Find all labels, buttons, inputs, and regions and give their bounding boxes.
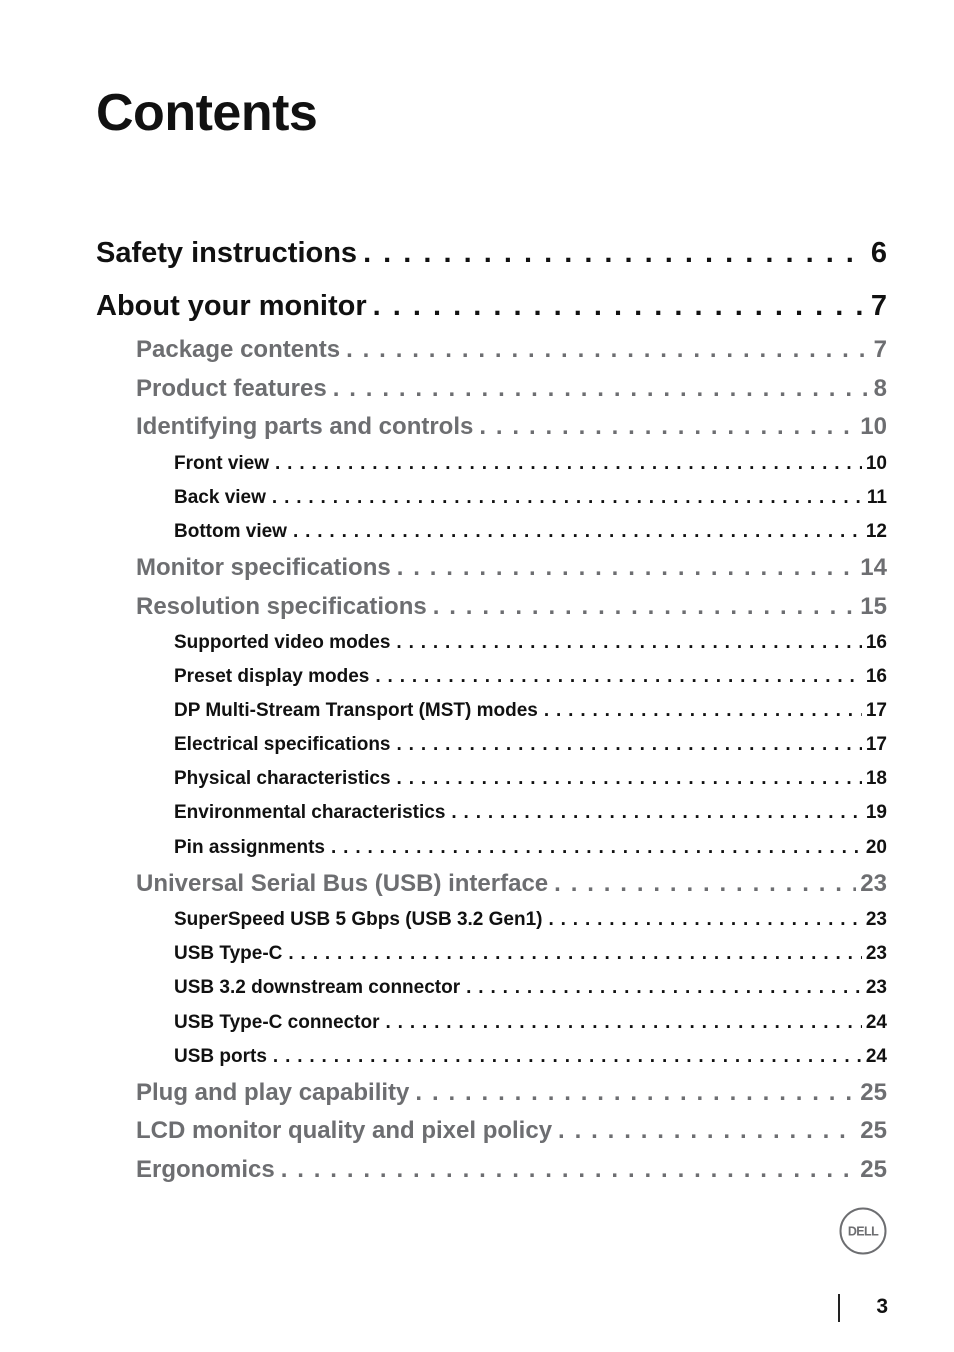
dot-leader xyxy=(281,1155,857,1185)
toc-entry-usb-type-c-connector[interactable] xyxy=(174,1011,887,1035)
dot-leader xyxy=(451,801,861,825)
toc-entry-label: Product features xyxy=(136,375,327,402)
toc-entry-label: Bottom view xyxy=(174,521,287,542)
toc-entry-page: 25 xyxy=(860,1117,887,1144)
dot-leader xyxy=(293,520,862,544)
toc-entry-pin-assignments[interactable] xyxy=(174,836,887,860)
dot-leader xyxy=(479,412,856,442)
toc-entry-label: Identifying parts and controls xyxy=(136,413,474,440)
toc-entry-label: Monitor specifications xyxy=(136,554,391,581)
toc-entry-page: 25 xyxy=(860,1156,887,1183)
toc-entry-usb-ports[interactable] xyxy=(174,1045,887,1069)
dot-leader xyxy=(363,236,867,270)
toc-entry-page: 7 xyxy=(870,290,887,322)
toc-entry-label: Resolution specifications xyxy=(136,593,427,620)
toc-entry-label: Safety instructions xyxy=(96,237,358,269)
dot-leader xyxy=(433,592,857,622)
toc-entry-page: 23 xyxy=(865,977,887,998)
dot-leader xyxy=(272,486,863,510)
toc-entry-usb-interface[interactable] xyxy=(136,869,887,899)
toc-entry-label: DP Multi-Stream Transport (MST) modes xyxy=(174,700,538,721)
toc-entry-label: Plug and play capability xyxy=(136,1079,410,1106)
toc-entry-page: 23 xyxy=(865,909,887,930)
toc-entry-usb-type-c[interactable] xyxy=(174,942,887,966)
dot-leader xyxy=(273,1045,862,1069)
toc-entry-label: Front view xyxy=(174,453,270,474)
toc-entry-page: 25 xyxy=(860,1079,887,1106)
toc-entry-label: Preset display modes xyxy=(174,666,370,687)
toc-entry-page: 23 xyxy=(865,943,887,964)
dot-leader xyxy=(396,631,861,655)
toc-entry-lcd-pixel-policy[interactable] xyxy=(136,1116,887,1146)
toc-entry-page: 16 xyxy=(865,632,887,653)
dot-leader xyxy=(548,908,861,932)
toc-entry-preset-display-modes[interactable] xyxy=(174,665,887,689)
toc-entry-label: USB ports xyxy=(174,1046,267,1067)
toc-entry-label: Package contents xyxy=(136,336,341,363)
toc-entry-page: 17 xyxy=(865,734,887,755)
dot-leader xyxy=(386,1011,862,1035)
toc-entry-label: Supported video modes xyxy=(174,632,391,653)
toc-entry-page: 16 xyxy=(865,666,887,687)
toc-entry-page: 15 xyxy=(860,593,887,620)
toc-entry-monitor-specifications[interactable] xyxy=(136,553,887,583)
toc-entry-back-view[interactable] xyxy=(174,486,887,510)
toc-entry-page: 17 xyxy=(865,700,887,721)
toc-entry-dp-mst-modes[interactable] xyxy=(174,699,887,723)
dot-leader xyxy=(331,836,862,860)
dot-leader xyxy=(554,869,856,899)
dot-leader xyxy=(375,665,861,689)
toc-entry-page: 19 xyxy=(865,802,887,823)
dot-leader xyxy=(415,1078,856,1108)
toc-entry-page: 11 xyxy=(866,487,887,508)
toc-entry-page: 23 xyxy=(860,870,887,897)
dot-leader xyxy=(397,553,857,583)
toc-entry-page: 10 xyxy=(860,413,887,440)
toc-entry-page: 24 xyxy=(865,1046,887,1067)
toc-entry-label: USB Type-C xyxy=(174,943,283,964)
footer-divider xyxy=(838,1294,840,1322)
toc-entry-physical-characteristics[interactable] xyxy=(174,767,887,791)
toc-entry-label: Pin assignments xyxy=(174,837,325,858)
toc-entry-ergonomics[interactable] xyxy=(136,1155,887,1185)
dot-leader xyxy=(346,335,870,365)
toc-entry-label: Back view xyxy=(174,487,266,508)
dot-leader xyxy=(333,374,870,404)
toc-entry-label: Ergonomics xyxy=(136,1156,275,1183)
toc-entry-page: 12 xyxy=(865,521,887,542)
toc-entry-usb-downstream-connector[interactable] xyxy=(174,976,887,1000)
dot-leader xyxy=(558,1116,856,1146)
toc-entry-safety-instructions[interactable] xyxy=(96,236,887,270)
toc-entry-label: Environmental characteristics xyxy=(174,802,446,823)
toc-entry-bottom-view[interactable] xyxy=(174,520,887,544)
toc-entry-label: Physical characteristics xyxy=(174,768,391,789)
toc-entry-label: SuperSpeed USB 5 Gbps (USB 3.2 Gen1) xyxy=(174,909,543,930)
dot-leader xyxy=(544,699,862,723)
toc-entry-page: 14 xyxy=(860,554,887,581)
toc-entry-page: 18 xyxy=(865,768,887,789)
dot-leader xyxy=(397,733,862,757)
toc-entry-page: 10 xyxy=(865,453,887,474)
dot-leader xyxy=(397,767,862,791)
toc-entry-page: 7 xyxy=(873,336,887,363)
toc-entry-electrical-specifications[interactable] xyxy=(174,733,887,757)
toc-entry-environmental-characteristics[interactable] xyxy=(174,801,887,825)
toc-entry-label: USB 3.2 downstream connector xyxy=(174,977,461,998)
dell-logo-icon xyxy=(839,1207,887,1255)
toc-entry-label: Universal Serial Bus (USB) interface xyxy=(136,870,549,897)
toc-entry-superspeed-usb[interactable] xyxy=(174,908,887,932)
page-number: 3 xyxy=(876,1295,888,1318)
toc-entry-label: About your monitor xyxy=(96,290,367,322)
toc-entry-page: 8 xyxy=(873,375,887,402)
dot-leader xyxy=(288,942,861,966)
toc-entry-package-contents[interactable] xyxy=(136,335,887,365)
dot-leader xyxy=(466,976,862,1000)
toc-entry-label: LCD monitor quality and pixel policy xyxy=(136,1117,553,1144)
dot-leader xyxy=(373,289,867,323)
toc-entry-plug-and-play[interactable] xyxy=(136,1078,887,1108)
toc-entry-identifying-parts[interactable] xyxy=(136,412,887,442)
toc-entry-label: Electrical specifications xyxy=(174,734,391,755)
page-title: Contents xyxy=(96,84,318,142)
toc-entry-about-your-monitor[interactable] xyxy=(96,289,887,323)
toc-entry-supported-video-modes[interactable] xyxy=(174,631,887,655)
toc-entry-page: 6 xyxy=(870,237,887,269)
svg-text:DELL: DELL xyxy=(847,1224,879,1239)
toc-entry-resolution-specifications[interactable] xyxy=(136,592,887,622)
toc-entry-product-features[interactable] xyxy=(136,374,887,404)
toc-entry-front-view[interactable] xyxy=(174,452,887,476)
toc-entry-page: 20 xyxy=(865,837,887,858)
toc-entry-page: 24 xyxy=(865,1012,887,1033)
toc-entry-label: USB Type-C connector xyxy=(174,1012,380,1033)
dot-leader xyxy=(275,452,862,476)
